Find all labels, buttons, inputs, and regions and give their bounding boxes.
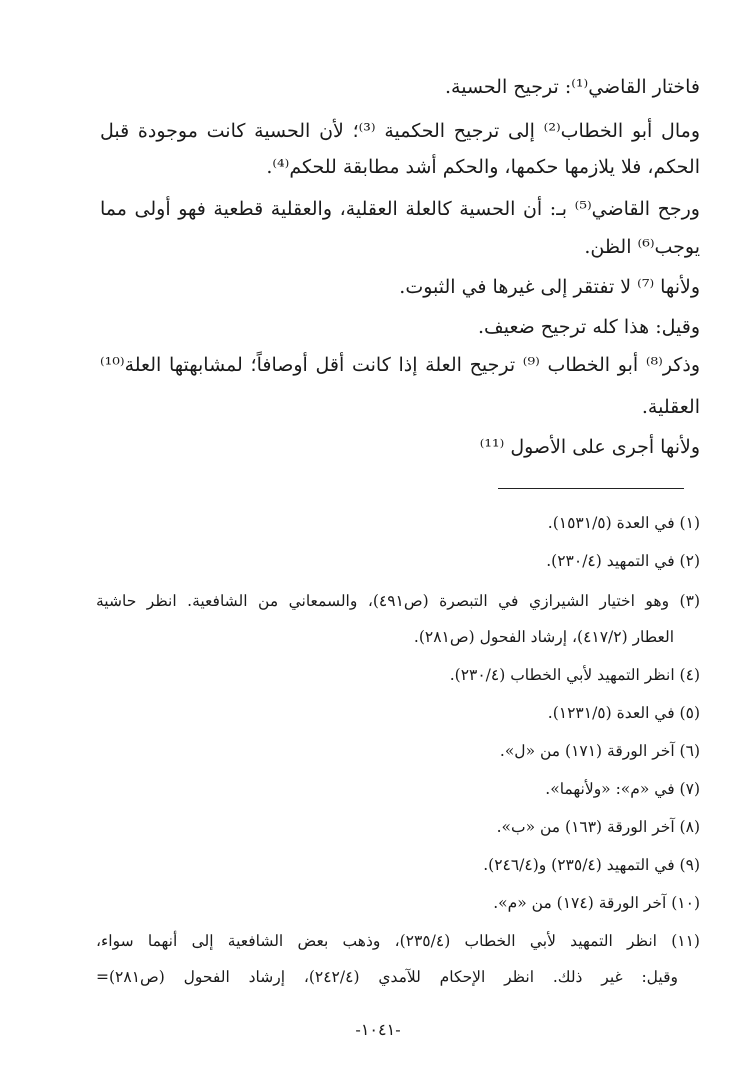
footnote-3: (٣) وهو اختيار الشيرازي في التبصرة (ص٤٩١)، والسمعاني من الشافعية. انظر حاشية [96,592,700,610]
footnote-5: (٥) في العدة (١٢٣١/٥). [547,704,700,722]
body-line-7: وقيل: هذا كله ترجيح ضعيف. [478,316,700,338]
footnote-8: (٨) آخر الورقة (١٦٣) من «ب». [496,818,700,836]
body-line-2: ومال أبو الخطاب⁽²⁾ إلى ترجيح الحكمية ⁽³⁾؛ لأن الحسية كانت موجودة قبل [100,120,700,142]
footnote-6: (٦) آخر الورقة (١٧١) من «ل». [499,742,700,760]
body-line-4: ورجح القاضي⁽⁵⁾ بـ: أن الحسية كالعلة العقلية، والعقلية قطعية فهو أولى مما [100,198,700,220]
footnote-4: (٤) انظر التمهيد لأبي الخطاب (٢٣٠/٤). [449,666,700,684]
body-line-6: ولأنها ⁽⁷⁾ لا تفتقر إلى غيرها في الثبوت. [399,276,700,298]
footnote-9: (٩) في التمهيد (٢٣٥/٤) و(٢٤٦/٤). [483,856,700,874]
footnote-11: (١١) انظر التمهيد لأبي الخطاب (٢٣٥/٤)، وذهب بعض الشافعية إلى أنهما سواء، [96,932,700,950]
body-line-9: العقلية. [641,396,700,418]
footnote-1: (١) في العدة (١٥٣١/٥). [547,514,700,532]
footnote-10: (١٠) آخر الورقة (١٧٤) من «م». [493,894,700,912]
footnote-11-cont: وقيل: غير ذلك. انظر الإحكام للآمدي (٢٤٢/٤)، إرشاد الفحول (ص٢٨١)= [96,968,678,986]
body-line-5: يوجب⁽⁶⁾ الظن. [584,236,700,258]
body-line-10: ولأنها أجرى على الأصول ⁽¹¹⁾ [479,436,700,458]
body-line-1: فاختار القاضي⁽¹⁾: ترجيح الحسية. [445,76,700,98]
footnote-3-cont: العطار (٤١٧/٢)، إرشاد الفحول (ص٢٨١). [413,628,674,646]
page-number: -١٠٤١- [355,1020,401,1039]
footnote-7: (٧) في «م»: «ولأنهما». [545,780,700,798]
body-line-3: الحكم، فلا يلازمها حكمها، والحكم أشد مطابقة للحكم⁽⁴⁾. [266,156,700,178]
footnote-separator [498,488,684,489]
footnote-2: (٢) في التمهيد (٢٣٠/٤). [546,552,700,570]
body-line-8: وذكر⁽⁸⁾ أبو الخطاب ⁽⁹⁾ ترجيح العلة إذا كانت أقل أوصافاً؛ لمشابهتها العلة⁽¹⁰⁾ [100,354,700,376]
